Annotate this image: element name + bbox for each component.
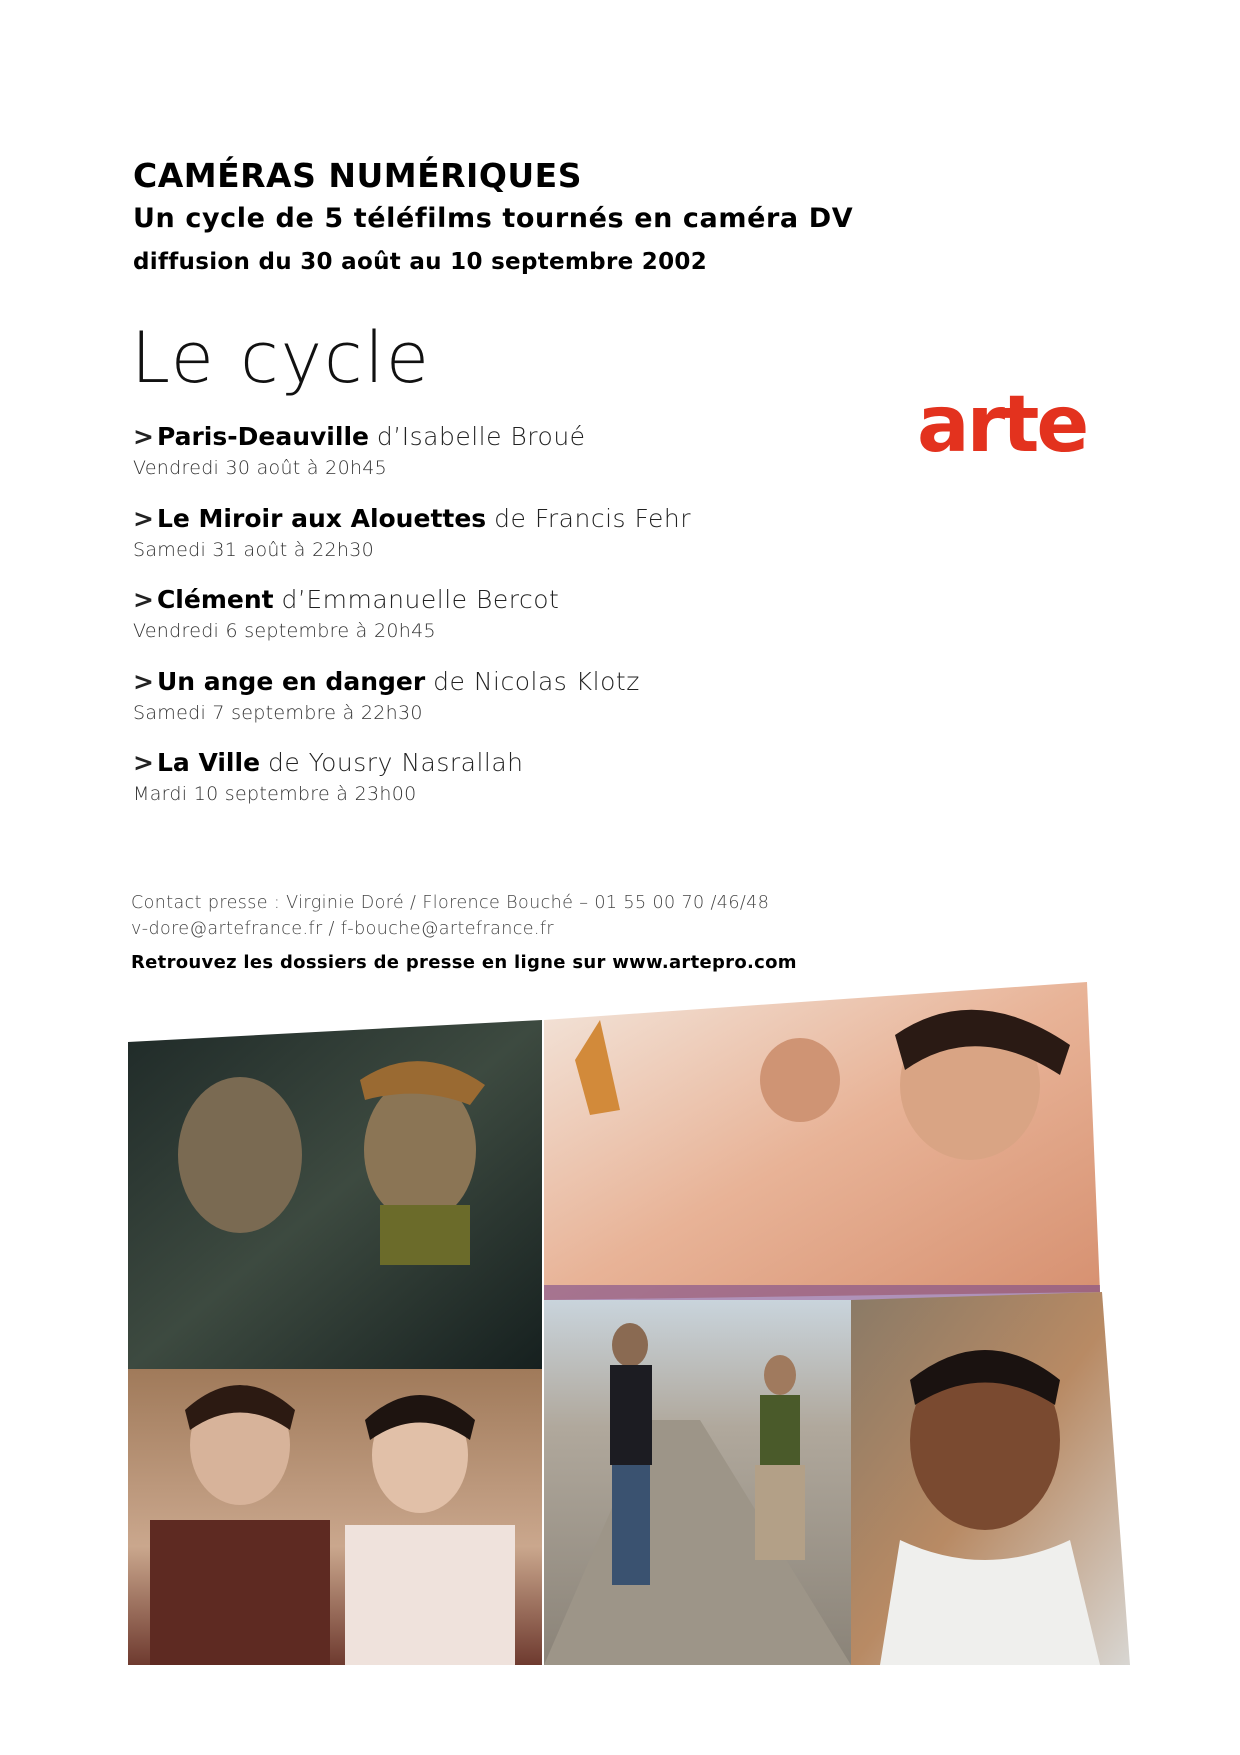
document-title: CAMÉRAS NUMÉRIQUES bbox=[133, 156, 582, 195]
broadcast-dates: diffusion du 30 août au 10 septembre 2002 bbox=[133, 249, 708, 275]
film-director: d’Emmanuelle Bercot bbox=[281, 585, 560, 614]
film-title: Un ange en danger bbox=[156, 666, 426, 696]
film-director: de Yousry Nasrallah bbox=[267, 748, 524, 777]
film-schedule: Vendredi 30 août à 20h45 bbox=[133, 457, 388, 479]
photo-miroir-aux-alouettes bbox=[544, 982, 1100, 1300]
contact-names-phone: Contact presse : Virginie Doré / Florence Bouché – 01 55 00 70 /46/48 bbox=[131, 893, 770, 913]
film-title: Le Miroir aux Alouettes bbox=[156, 503, 487, 533]
chevron-right-icon: > bbox=[133, 666, 154, 696]
film-director: de Nicolas Klotz bbox=[433, 666, 640, 696]
chevron-right-icon: > bbox=[133, 585, 154, 614]
chevron-right-icon: > bbox=[133, 422, 154, 451]
photo-un-ange-en-danger bbox=[544, 1300, 851, 1665]
film-title: La Ville bbox=[156, 748, 261, 777]
photo-la-ville bbox=[851, 1292, 1130, 1665]
online-press-link: Retrouvez les dossiers de presse en ligne sur www.artepro.com bbox=[131, 952, 797, 973]
document-subtitle: Un cycle de 5 téléfilms tournés en caméra DV bbox=[133, 203, 854, 234]
photo-clement bbox=[128, 1369, 542, 1665]
section-title: Le cycle bbox=[131, 317, 431, 399]
chevron-right-icon: > bbox=[133, 503, 154, 533]
film-schedule: Samedi 7 septembre à 22h30 bbox=[133, 701, 423, 724]
chevron-right-icon: > bbox=[133, 748, 154, 777]
film-schedule: Vendredi 6 septembre à 20h45 bbox=[133, 620, 436, 642]
film-title: Paris-Deauville bbox=[156, 422, 369, 451]
photo-paris-deauville bbox=[128, 1020, 542, 1369]
film-title: Clément bbox=[156, 585, 274, 614]
film-schedule: Mardi 10 septembre à 23h00 bbox=[133, 783, 417, 805]
film-director: d’Isabelle Broué bbox=[376, 422, 586, 451]
arte-logo-text: arte bbox=[917, 385, 1087, 465]
film-director: de Francis Fehr bbox=[494, 503, 692, 533]
contact-emails: v-dore@artefrance.fr / f-bouche@artefrance.fr bbox=[131, 919, 554, 939]
film-schedule: Samedi 31 août à 22h30 bbox=[133, 538, 374, 561]
